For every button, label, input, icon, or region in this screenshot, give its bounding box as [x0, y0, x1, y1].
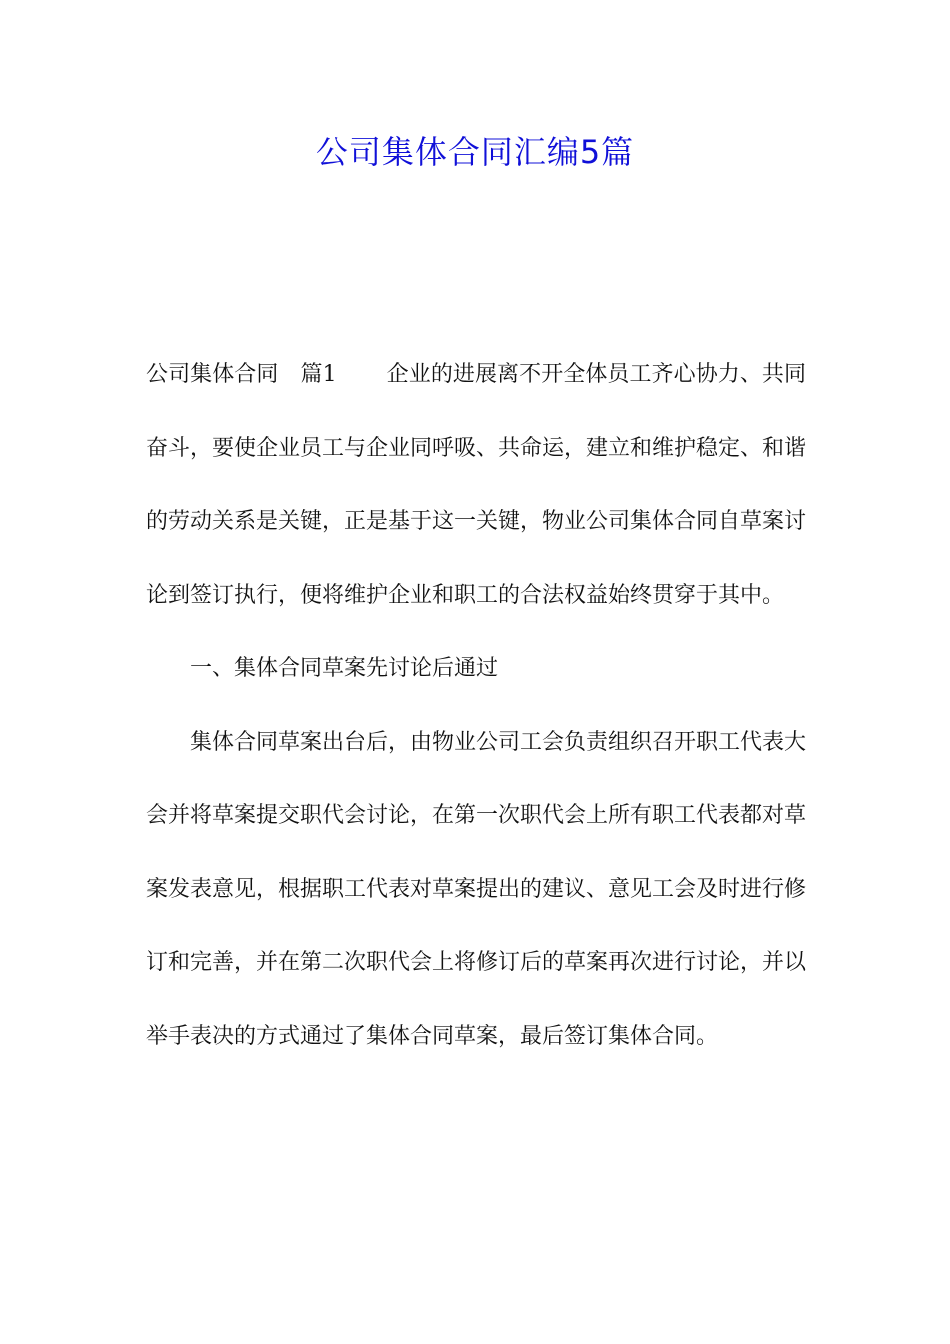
document-title: 公司集体合同汇编5篇 [315, 133, 635, 171]
section-heading-number: 篇1 [300, 362, 337, 387]
section-heading-label: 公司集体合同 [146, 362, 279, 387]
intro-paragraph [146, 338, 806, 632]
paragraph-text: 企业的进展离不开全体员工齐心协力、共同奋斗，要使企业员工与企业同呼吸、共命运，建立和维护稳定、和谐的劳动关系是关键，正是基于这一关键，物业公司集体合同自草案讨论到签订执行，便将维护企业和职工的合法权益始终贯穿于其中。 [146, 362, 807, 608]
subheading-paragraph: 一、集体合同草案先讨论后通过 [190, 656, 499, 681]
document-body [146, 338, 806, 1073]
body-paragraph: 集体合同草案出台后，由物业公司工会负责组织召开职工代表大会并将草案提交职代会讨论，在第一次职代会上所有职工代表都对草案发表意见，根据职工代表对草案提出的建议、意见工会及时进行修订和完善，并在第二次职代会上将修订后的草案再次进行讨论，并以举手表决的方式通过了集体合同草案，最后签订集体合同。 [146, 729, 807, 1049]
